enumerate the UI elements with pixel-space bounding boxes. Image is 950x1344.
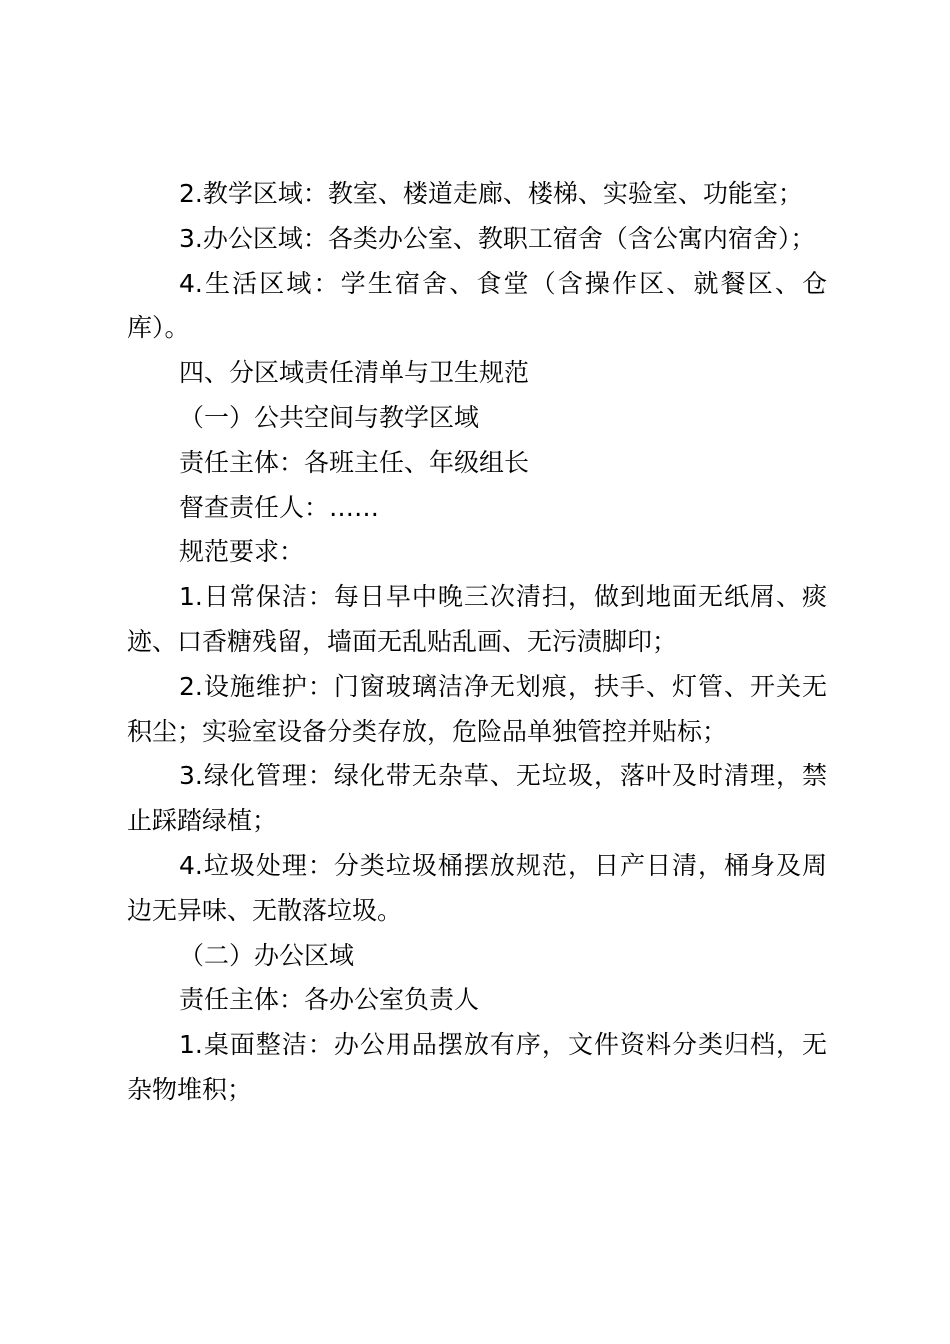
requirement-daily-cleaning: 1.日常保洁：每日早中晚三次清扫，做到地面无纸屑、痰迹、口香糖残留，墙面无乱贴乱画、无污渍脚印； bbox=[127, 582, 827, 656]
requirement-greenery: 3.绿化管理：绿化带无杂草、无垃圾，落叶及时清理，禁止踩踏绿植； bbox=[127, 761, 827, 836]
supervisor: 督查责任人：…… bbox=[179, 492, 380, 522]
document-body bbox=[127, 172, 827, 1113]
paragraph-living-area: 4.生活区域：学生宿舍、食堂（含操作区、就餐区、仓库）。 bbox=[127, 268, 827, 343]
section-heading-4: 四、分区域责任清单与卫生规范 bbox=[179, 358, 530, 388]
requirement-desk-tidiness: 1.桌面整洁：办公用品摆放有序，文件资料分类归档，无杂物堆积； bbox=[127, 1030, 827, 1104]
paragraph-office-area: 3.办公区域：各类办公室、教职工宿舍（含公寓内宿舍）； bbox=[179, 223, 816, 253]
subsection-heading-1: （一）公共空间与教学区域 bbox=[179, 402, 480, 432]
responsible-party: 责任主体：各班主任、年级组长 bbox=[179, 447, 530, 477]
office-responsible-party: 责任主体：各办公室负责人 bbox=[179, 985, 480, 1015]
paragraph-teaching-area: 2.教学区域：教室、楼道走廊、楼梯、实验室、功能室； bbox=[179, 179, 803, 208]
subsection-heading-2: （二）办公区域 bbox=[179, 940, 355, 970]
requirement-waste: 4.垃圾处理：分类垃圾桶摆放规范，日产日清，桶身及周边无异味、无散落垃圾。 bbox=[127, 850, 827, 925]
requirements-label: 规范要求： bbox=[179, 537, 305, 567]
requirement-facility-maintenance: 2.设施维护：门窗玻璃洁净无划痕，扶手、灯管、开关无积尘；实验室设备分类存放，危险品单独管控并贴标； bbox=[127, 671, 827, 746]
